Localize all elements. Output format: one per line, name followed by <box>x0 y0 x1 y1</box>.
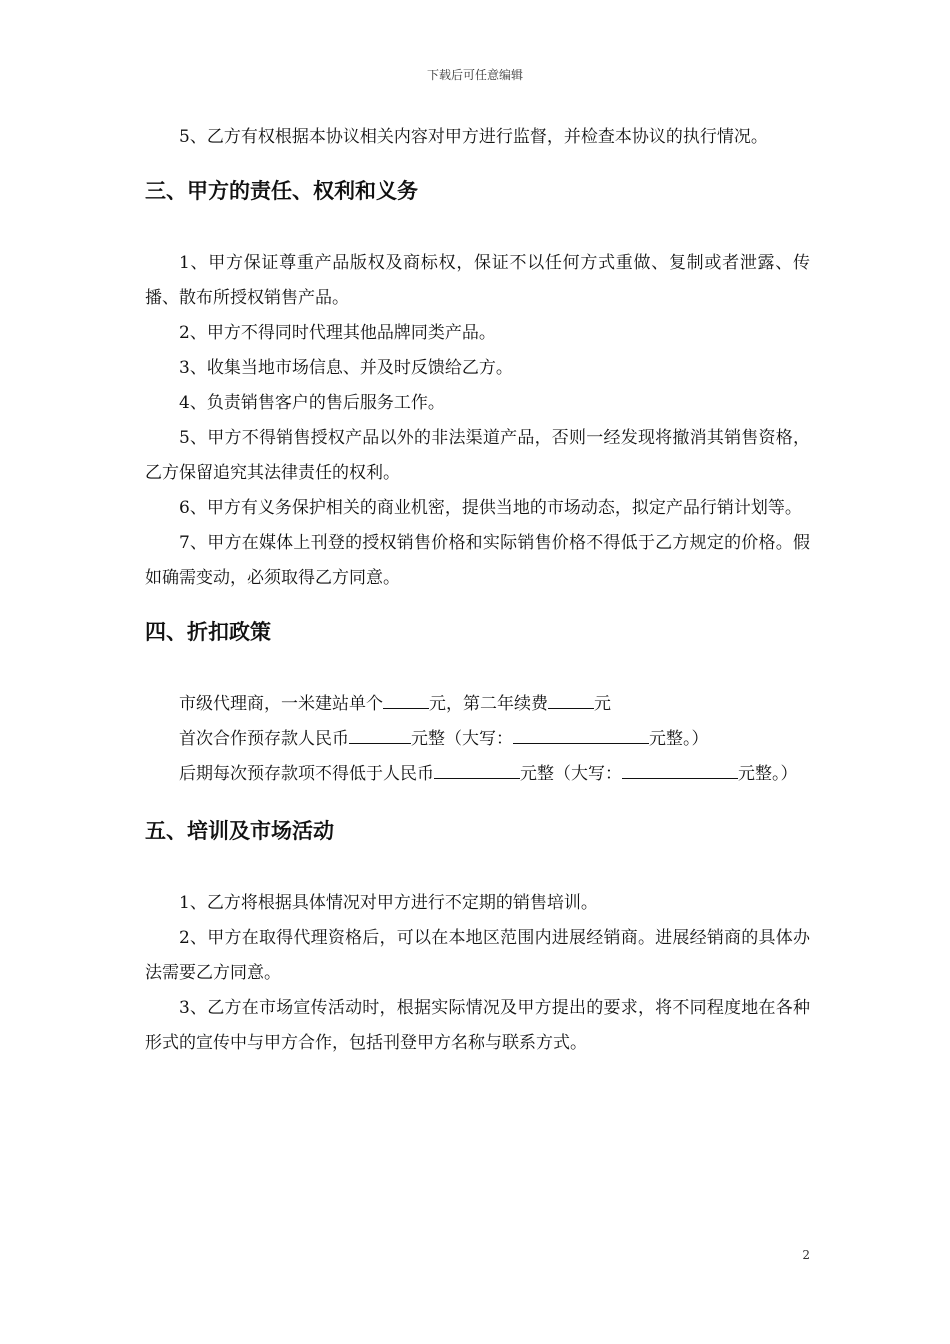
section-5-item: 2、甲方在取得代理资格后，可以在本地区范围内进展经销商。进展经销商的具体办法需要乙方同意。 <box>145 928 810 983</box>
section-3-item: 5、甲方不得销售授权产品以外的非法渠道产品，否则一经发现将撤消其销售资格，乙方保留追究其法律责任的权利。 <box>145 428 810 483</box>
page-number: 2 <box>802 1248 810 1262</box>
blank-field-renewal-fee[interactable] <box>548 690 594 709</box>
section-3-item: 7、甲方在媒体上刊登的授权销售价格和实际销售价格不得低于乙方规定的价格。假如确需变动，必须取得乙方同意。 <box>145 533 810 588</box>
section-3-item: 1、甲方保证尊重产品版权及商标权，保证不以任何方式重做、复制或者泄露、传播、散布所授权销售产品。 <box>145 253 810 308</box>
blank-field-min-deposit-capital[interactable] <box>622 760 738 779</box>
discount-line-3-text-b: 元整（大写： <box>520 764 622 784</box>
document-body <box>145 120 810 1061</box>
discount-line-3-text-c: 元整。） <box>738 764 798 784</box>
section-3-item: 4、负责销售客户的售后服务工作。 <box>179 393 445 413</box>
section-5-heading: 五、培训及市场活动 <box>145 819 334 843</box>
discount-line-1-text-c: 元 <box>594 694 611 714</box>
section-3-item: 2、甲方不得同时代理其他品牌同类产品。 <box>179 323 496 343</box>
section-5-item: 3、乙方在市场宣传活动时，根据实际情况及甲方提出的要求，将不同程度地在各种形式的宣传中与甲方合作，包括刊登甲方名称与联系方式。 <box>145 998 810 1053</box>
blank-field-first-deposit[interactable] <box>349 725 411 744</box>
blank-field-first-deposit-capital[interactable] <box>513 725 649 744</box>
section-4-heading: 四、折扣政策 <box>145 620 271 644</box>
paragraph-intro-5: 5、乙方有权根据本协议相关内容对甲方进行监督，并检查本协议的执行情况。 <box>179 127 768 147</box>
discount-line-3-text-a: 后期每次预存款项不得低于人民币 <box>179 764 434 784</box>
discount-line-2-text-c: 元整。） <box>649 729 709 749</box>
discount-line-2 <box>145 722 810 757</box>
section-3-item: 3、收集当地市场信息、并及时反馈给乙方。 <box>179 358 513 378</box>
discount-line-2-text-b: 元整（大写： <box>411 729 513 749</box>
blank-field-unit-price[interactable] <box>383 690 429 709</box>
discount-line-2-text-a: 首次合作预存款人民币 <box>179 729 349 749</box>
section-3-item: 6、甲方有义务保护相关的商业机密，提供当地的市场动态，拟定产品行销计划等。 <box>179 498 802 518</box>
discount-line-1-text-a: 市级代理商，一米建站单个 <box>179 694 383 714</box>
discount-line-1 <box>145 687 810 722</box>
page-header: 下载后可任意编辑 <box>426 68 523 82</box>
discount-line-1-text-b: 元，第二年续费 <box>429 694 548 714</box>
blank-field-min-deposit[interactable] <box>434 760 520 779</box>
section-5-item: 1、乙方将根据具体情况对甲方进行不定期的销售培训。 <box>179 893 598 913</box>
discount-line-3 <box>145 757 810 792</box>
section-3-heading: 三、甲方的责任、权利和义务 <box>145 179 418 203</box>
